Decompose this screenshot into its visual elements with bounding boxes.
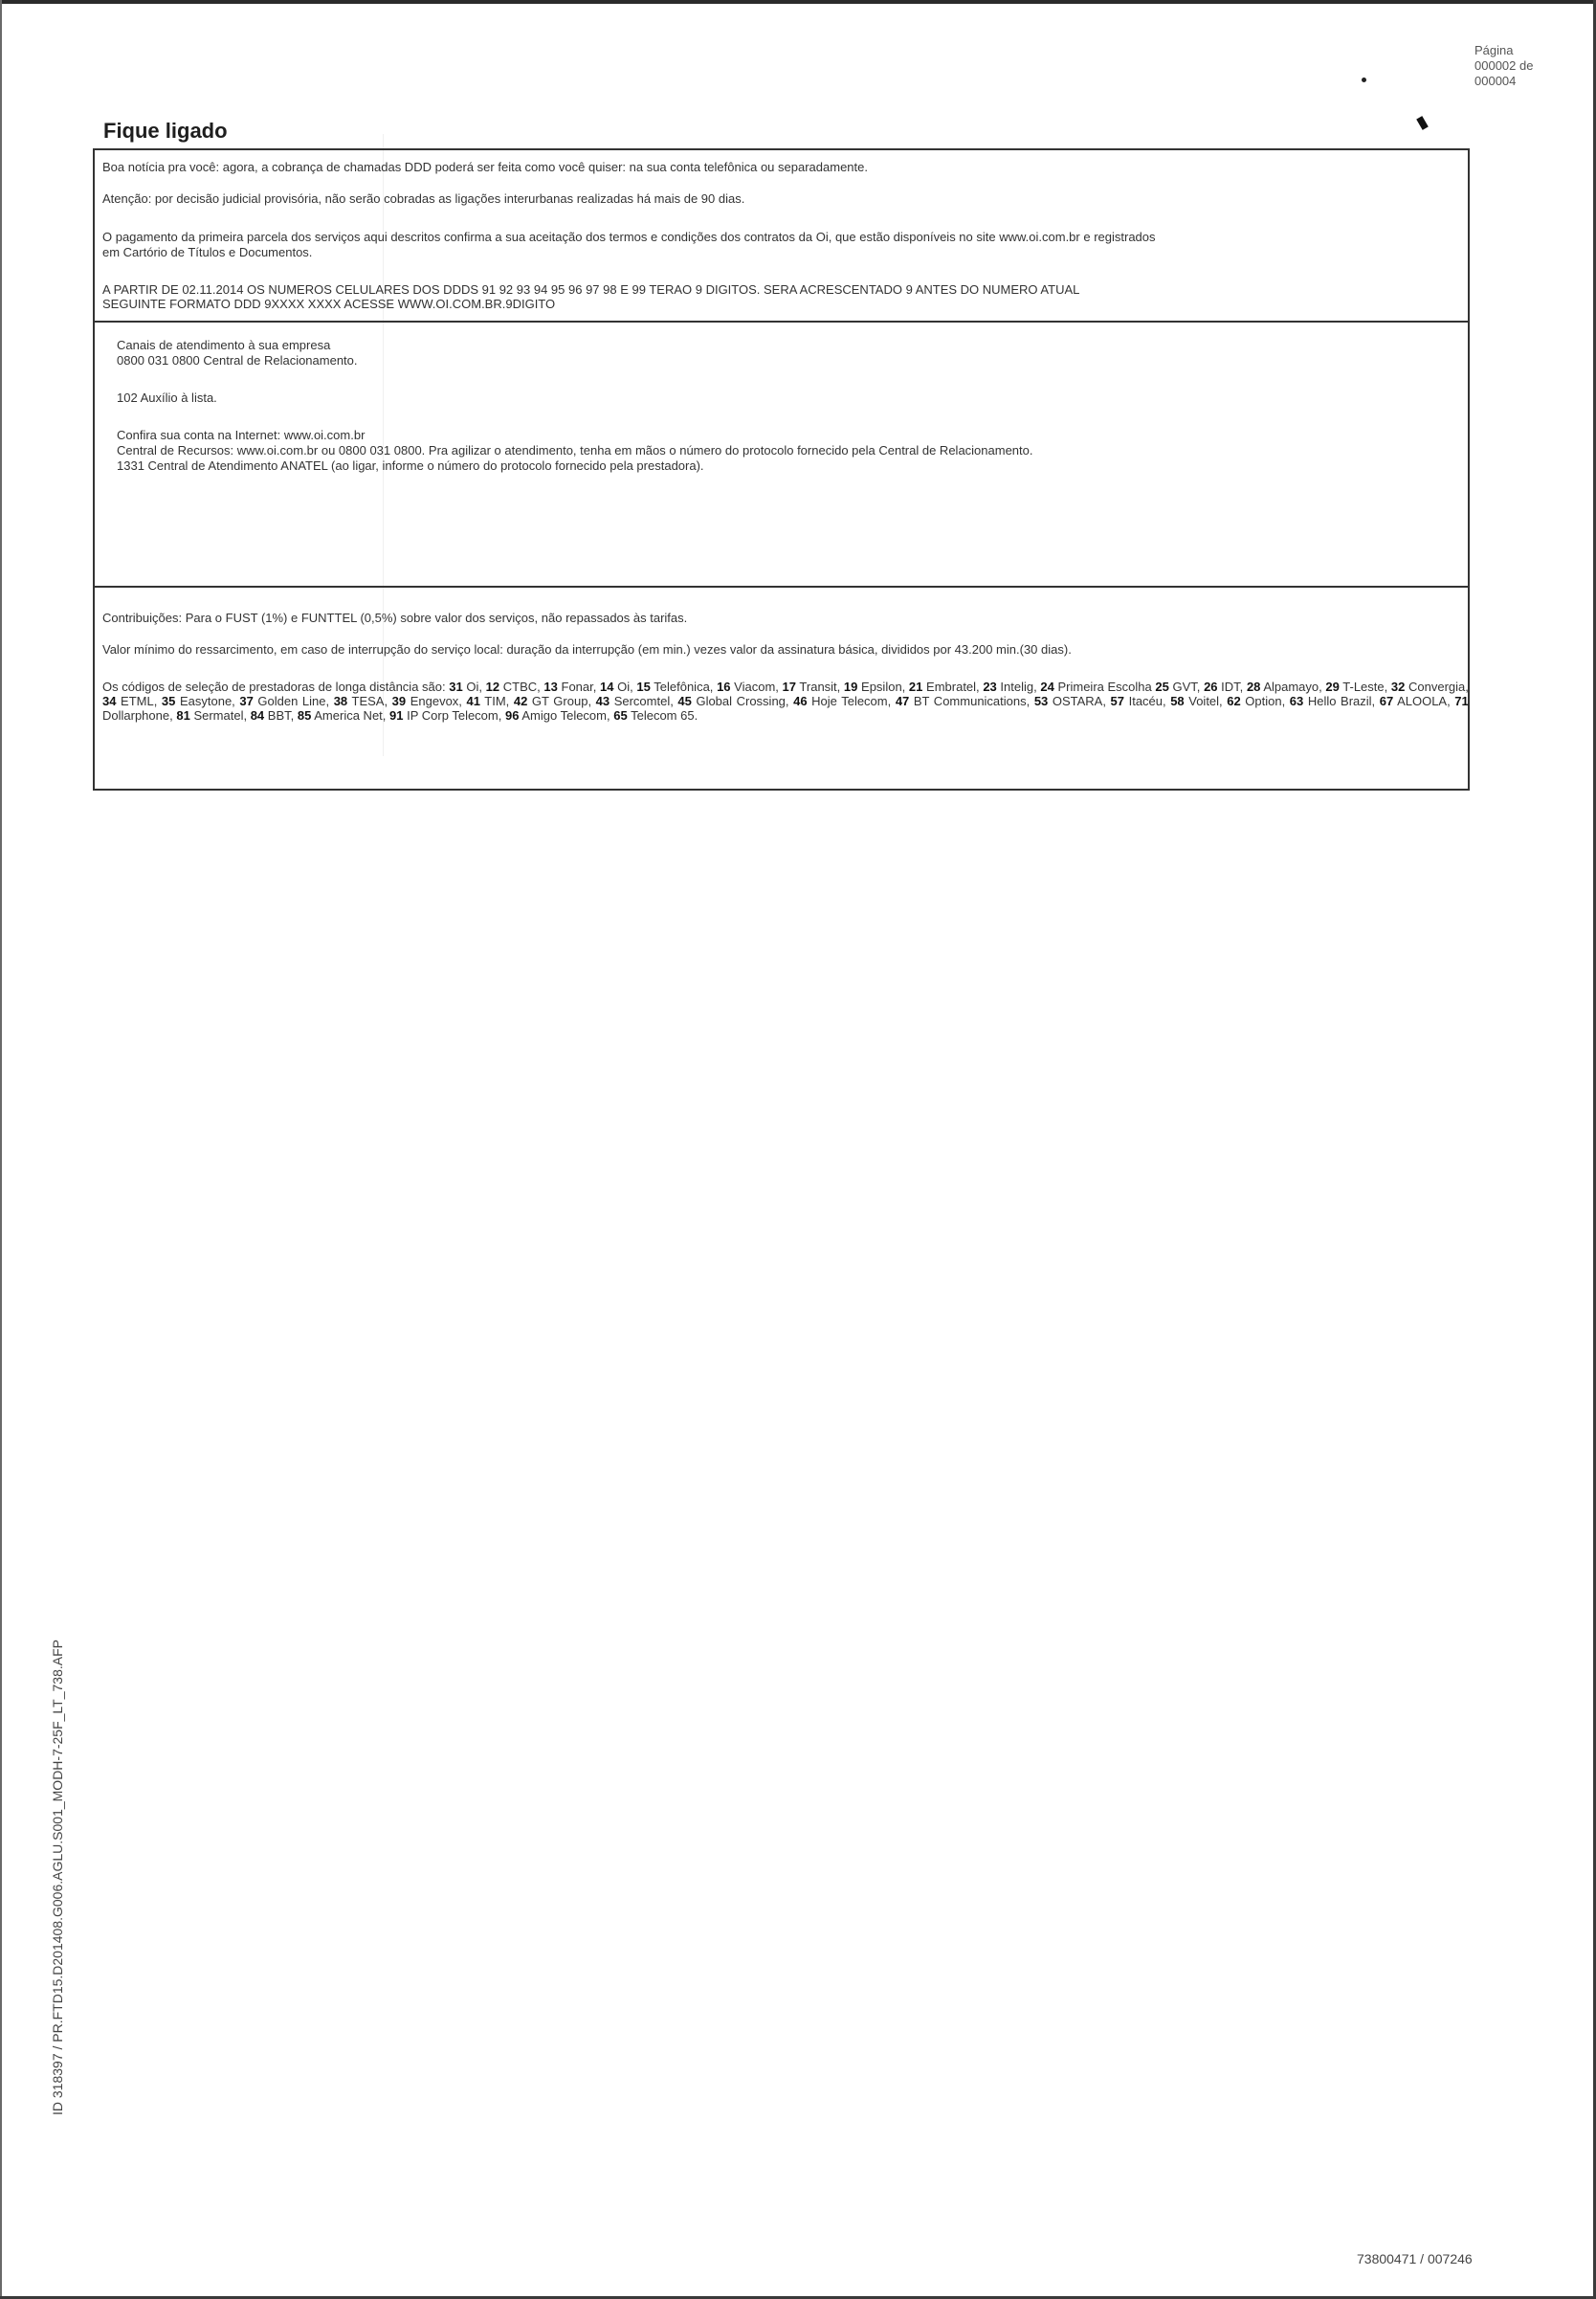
carrier-code-name: Dollarphone, bbox=[102, 708, 173, 723]
carrier-code-name: Alpamayo, bbox=[1263, 680, 1322, 694]
carrier-code-number: 71 bbox=[1454, 694, 1469, 708]
carrier-code-number: 17 bbox=[782, 680, 797, 694]
page-number bbox=[1474, 43, 1533, 89]
carrier-code-item bbox=[840, 680, 905, 694]
info-ressarcimento: Valor mínimo do ressarcimento, em caso de interrupção do serviço local: duração da interrupção (em min.) vezes valor da assinatura básica, divididos por 43.200 min.(30 dias). bbox=[102, 642, 1072, 657]
carrier-code-name: Telefônica, bbox=[654, 680, 714, 694]
carrier-code-name: Telecom 65. bbox=[631, 708, 698, 723]
carrier-code-number: 35 bbox=[161, 694, 176, 708]
carrier-code-name: Amigo Telecom, bbox=[521, 708, 610, 723]
carrier-code-number: 39 bbox=[391, 694, 407, 708]
contact-relacionamento: 0800 031 0800 Central de Relacionamento. bbox=[117, 353, 358, 368]
carrier-code-item bbox=[633, 680, 714, 694]
carrier-code-item bbox=[779, 680, 840, 694]
contact-internet: Confira sua conta na Internet: www.oi.com.br bbox=[117, 428, 366, 442]
carrier-code-name: BBT, bbox=[267, 708, 295, 723]
carrier-code-name: Sermatel, bbox=[193, 708, 248, 723]
contact-auxilio: 102 Auxílio à lista. bbox=[117, 391, 217, 405]
page-current: 000002 de bbox=[1474, 58, 1534, 73]
carrier-code-name: IP Corp Telecom, bbox=[407, 708, 502, 723]
carrier-code-number: 13 bbox=[543, 680, 558, 694]
carrier-code-item bbox=[674, 694, 789, 708]
carrier-code-number: 81 bbox=[176, 708, 190, 723]
carrier-code-name: Hello Brazil, bbox=[1307, 694, 1376, 708]
notice-line-4b: SEGUINTE FORMATO DDD 9XXXX XXXX ACESSE WWW.OI.COM.BR.9DIGITO bbox=[102, 297, 556, 311]
page-edge-top bbox=[0, 0, 1596, 4]
carrier-code-item bbox=[789, 694, 892, 708]
carrier-code-item bbox=[610, 708, 698, 723]
carrier-code-name: Sercomtel, bbox=[613, 694, 674, 708]
carrier-code-name: Global Crossing, bbox=[696, 694, 789, 708]
notice-line-4a: A PARTIR DE 02.11.2014 OS NUMEROS CELULARES DOS DDDS 91 92 93 94 95 96 97 98 E 99 TERAO 9 DIGITOS. SERA ACRESCENTADO 9 ANTES DO NUMERO ATUAL bbox=[102, 282, 1080, 297]
page-label: Página bbox=[1474, 43, 1514, 57]
carrier-code-item bbox=[1030, 694, 1106, 708]
carrier-code-item bbox=[541, 680, 597, 694]
section-title: Fique ligado bbox=[103, 119, 228, 143]
carrier-code-number: 31 bbox=[449, 680, 463, 694]
carrier-code-item bbox=[1322, 680, 1387, 694]
carrier-code-item bbox=[247, 708, 294, 723]
carrier-code-item bbox=[102, 694, 157, 708]
carrier-code-item bbox=[596, 680, 632, 694]
carrier-code-name: T-Leste, bbox=[1342, 680, 1388, 694]
carrier-code-name: Intelig, bbox=[1000, 680, 1037, 694]
contact-anatel: 1331 Central de Atendimento ANATEL (ao ligar, informe o número do protocolo fornecido pela prestadora). bbox=[117, 458, 704, 473]
carrier-code-number: 43 bbox=[595, 694, 610, 708]
carrier-code-item bbox=[501, 708, 610, 723]
carrier-code-item bbox=[1200, 680, 1243, 694]
carrier-code-item bbox=[1285, 694, 1375, 708]
carrier-code-name: TIM, bbox=[484, 694, 510, 708]
carrier-code-number: 12 bbox=[485, 680, 500, 694]
carrier-code-number: 46 bbox=[793, 694, 808, 708]
carrier-code-name: TESA, bbox=[351, 694, 388, 708]
carrier-code-item bbox=[591, 694, 674, 708]
carrier-code-item bbox=[1106, 694, 1166, 708]
carrier-code-name: Engevox, bbox=[410, 694, 462, 708]
carrier-code-number: 15 bbox=[636, 680, 651, 694]
carrier-code-name: Fonar, bbox=[561, 680, 597, 694]
carrier-codes-intro: Os códigos de seleção de prestadoras de longa distância são: bbox=[102, 680, 446, 694]
carrier-code-number: 42 bbox=[513, 694, 528, 708]
carrier-code-number: 41 bbox=[466, 694, 480, 708]
carrier-code-number: 65 bbox=[613, 708, 628, 723]
carrier-code-name: GT Group, bbox=[531, 694, 592, 708]
carrier-code-item bbox=[509, 694, 591, 708]
carrier-code-item bbox=[235, 694, 329, 708]
notice-line-1: Boa notícia pra você: agora, a cobrança de chamadas DDD poderá ser feita como você quiser: na sua conta telefônica ou separadamente. bbox=[102, 160, 868, 174]
footer-code: 73800471 / 007246 bbox=[1357, 2251, 1473, 2266]
carrier-code-item bbox=[1243, 680, 1321, 694]
carrier-code-name: CTBC, bbox=[502, 680, 541, 694]
info-contribuicoes: Contribuições: Para o FUST (1%) e FUNTTEL (0,5%) sobre valor dos serviços, não repassados às tarifas. bbox=[102, 611, 688, 625]
carrier-code-name: Primeira Escolha bbox=[1057, 680, 1152, 694]
notice-line-3b: em Cartório de Títulos e Documentos. bbox=[102, 245, 313, 259]
carrier-code-item bbox=[891, 694, 1030, 708]
carrier-code-item bbox=[1166, 694, 1223, 708]
carrier-code-number: 38 bbox=[333, 694, 348, 708]
carrier-code-item bbox=[386, 708, 501, 723]
carrier-code-number: 19 bbox=[843, 680, 858, 694]
carrier-code-name: Voitel, bbox=[1188, 694, 1223, 708]
carrier-code-number: 26 bbox=[1204, 680, 1218, 694]
carrier-code-number: 67 bbox=[1379, 694, 1394, 708]
page-total: 000004 bbox=[1474, 74, 1517, 88]
carrier-code-name: IDT, bbox=[1221, 680, 1244, 694]
scan-dot-mark bbox=[1362, 78, 1366, 82]
carrier-code-number: 32 bbox=[1390, 680, 1406, 694]
carrier-code-item bbox=[449, 680, 482, 694]
carrier-code-number: 16 bbox=[717, 680, 731, 694]
carrier-code-name: OSTARA, bbox=[1052, 694, 1106, 708]
carrier-code-name: Embratel, bbox=[926, 680, 980, 694]
page-edge-left bbox=[0, 0, 2, 2299]
carrier-code-name: Itacéu, bbox=[1128, 694, 1166, 708]
carrier-code-number: 57 bbox=[1110, 694, 1125, 708]
carrier-code-name: Option, bbox=[1245, 694, 1286, 708]
carrier-code-item bbox=[462, 694, 509, 708]
carrier-code-number: 34 bbox=[102, 694, 117, 708]
carrier-code-number: 21 bbox=[908, 680, 923, 694]
carrier-code-item bbox=[173, 708, 247, 723]
carrier-code-name: Easytone, bbox=[179, 694, 235, 708]
carrier-code-number: 53 bbox=[1033, 694, 1049, 708]
carrier-code-number: 45 bbox=[677, 694, 692, 708]
carrier-code-number: 47 bbox=[895, 694, 910, 708]
carrier-code-item bbox=[713, 680, 778, 694]
carrier-code-name: Oi, bbox=[617, 680, 633, 694]
carrier-code-number: 91 bbox=[389, 708, 404, 723]
carrier-code-number: 84 bbox=[250, 708, 265, 723]
carrier-code-number: 96 bbox=[504, 708, 520, 723]
carrier-code-item bbox=[980, 680, 1037, 694]
carrier-code-name: Transit, bbox=[799, 680, 841, 694]
carrier-code-item bbox=[1152, 680, 1201, 694]
carrier-code-number: 29 bbox=[1325, 680, 1340, 694]
carrier-code-number: 14 bbox=[600, 680, 614, 694]
carrier-code-name: GVT, bbox=[1172, 680, 1201, 694]
carrier-code-name: ETML, bbox=[121, 694, 158, 708]
carrier-code-name: Oi, bbox=[466, 680, 483, 694]
carrier-code-name: Epsilon, bbox=[861, 680, 906, 694]
carrier-code-name: Viacom, bbox=[734, 680, 779, 694]
carrier-code-item bbox=[329, 694, 388, 708]
carrier-code-item bbox=[1223, 694, 1286, 708]
carrier-code-number: 28 bbox=[1246, 680, 1261, 694]
carrier-code-number: 37 bbox=[239, 694, 254, 708]
carrier-code-number: 63 bbox=[1289, 694, 1304, 708]
notice-line-2: Atenção: por decisão judicial provisória, não serão cobradas as ligações interurbanas realizadas há mais de 90 dias. bbox=[102, 191, 745, 206]
document-id: ID 318397 / PR.FTD15.D201408.G006.AGLU.S001_MODH-7-25F_LT_738.AFP bbox=[50, 1640, 65, 2115]
carrier-code-name: BT Communications, bbox=[913, 694, 1031, 708]
carrier-code-number: 25 bbox=[1155, 680, 1169, 694]
carrier-code-item bbox=[294, 708, 386, 723]
carrier-code-name: Golden Line, bbox=[257, 694, 330, 708]
carrier-code-item bbox=[1375, 694, 1451, 708]
carrier-code-item bbox=[388, 694, 462, 708]
carrier-code-name: Hoje Telecom, bbox=[811, 694, 892, 708]
carrier-code-name: America Net, bbox=[314, 708, 387, 723]
carrier-code-item bbox=[905, 680, 979, 694]
carrier-code-item bbox=[1037, 680, 1152, 694]
carrier-code-number: 58 bbox=[1170, 694, 1185, 708]
carrier-code-number: 62 bbox=[1227, 694, 1241, 708]
carrier-code-item bbox=[157, 694, 234, 708]
carrier-code-name: Convergia, bbox=[1408, 680, 1469, 694]
contacts-heading: Canais de atendimento à sua empresa bbox=[117, 338, 331, 352]
scan-tick-mark bbox=[1416, 116, 1429, 130]
carrier-code-name: ALOOLA, bbox=[1397, 694, 1451, 708]
carrier-code-number: 23 bbox=[983, 680, 997, 694]
notice-line-3a: O pagamento da primeira parcela dos serviços aqui descritos confirma a sua aceitação dos termos e condições dos contratos da Oi, que estão disponíveis no site www.oi.com.br e registrados bbox=[102, 230, 1156, 244]
contact-recursos: Central de Recursos: www.oi.com.br ou 0800 031 0800. Pra agilizar o atendimento, tenha em mãos o número do protocolo fornecido pela Central de Relacionamento. bbox=[117, 443, 1033, 458]
carrier-code-item bbox=[482, 680, 541, 694]
carrier-code-number: 85 bbox=[297, 708, 312, 723]
carrier-code-number: 24 bbox=[1040, 680, 1054, 694]
carrier-code-item bbox=[1387, 680, 1469, 694]
carrier-codes-paragraph bbox=[102, 680, 1469, 723]
